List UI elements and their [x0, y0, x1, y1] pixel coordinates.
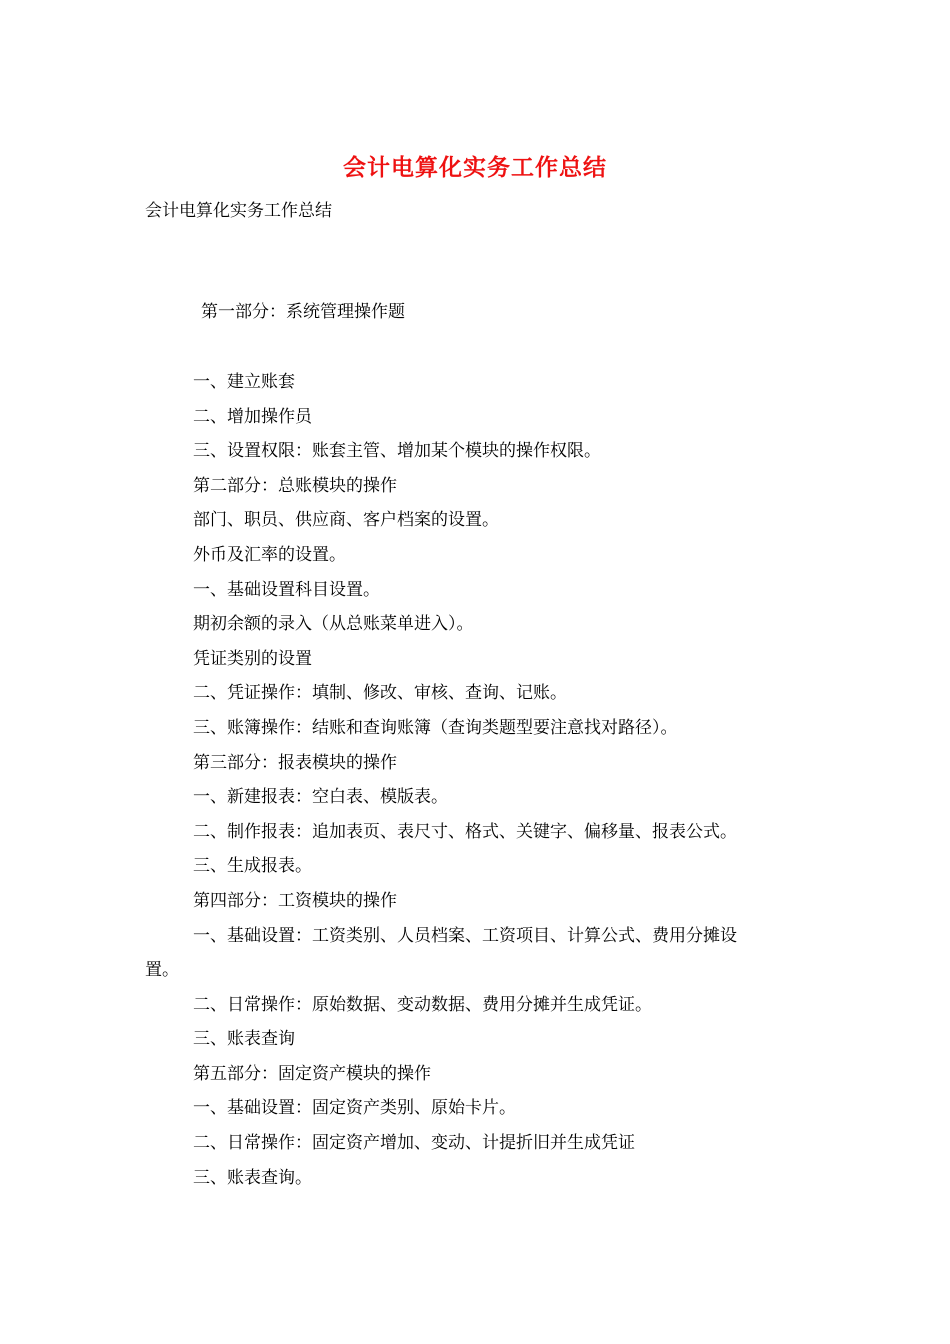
section-heading-first: 第一部分：系统管理操作题	[201, 302, 405, 322]
body-line: 二、日常操作：原始数据、变动数据、费用分摊并生成凭证。	[193, 994, 652, 1015]
body-line: 一、基础设置科目设置。	[193, 579, 380, 600]
body-line: 三、账表查询。	[193, 1167, 312, 1188]
body-line: 三、设置权限：账套主管、增加某个模块的操作权限。	[193, 441, 601, 462]
body-line: 期初余额的录入（从总账菜单进入）。	[193, 614, 474, 635]
document-body	[145, 368, 810, 1198]
section-heading: 第四部分：工资模块的操作	[193, 890, 397, 911]
body-line-continuation: 置。	[145, 960, 179, 981]
body-line: 一、新建报表：空白表、模版表。	[193, 787, 448, 808]
body-line: 外币及汇率的设置。	[193, 544, 346, 565]
body-line: 三、账簿操作：结账和查询账簿（查询类题型要注意找对路径）。	[193, 717, 678, 738]
body-line: 二、增加操作员	[193, 406, 312, 427]
body-line: 部门、职员、供应商、客户档案的设置。	[193, 510, 499, 531]
body-line: 二、凭证操作：填制、修改、审核、查询、记账。	[193, 683, 567, 704]
document-subtitle: 会计电算化实务工作总结	[145, 201, 332, 221]
body-line: 一、基础设置：固定资产类别、原始卡片。	[193, 1098, 516, 1119]
body-line: 一、建立账套	[193, 372, 295, 392]
section-heading: 第五部分：固定资产模块的操作	[193, 1063, 431, 1084]
body-line: 二、日常操作：固定资产增加、变动、计提折旧并生成凭证	[193, 1133, 635, 1154]
body-line: 一、基础设置：工资类别、人员档案、工资项目、计算公式、费用分摊设	[193, 925, 737, 946]
body-line: 三、账表查询	[193, 1029, 295, 1050]
document-title: 会计电算化实务工作总结	[343, 154, 607, 181]
section-heading: 第二部分：总账模块的操作	[193, 475, 397, 496]
body-line: 三、生成报表。	[193, 856, 312, 877]
section-heading: 第三部分：报表模块的操作	[193, 752, 397, 773]
body-line: 凭证类别的设置	[193, 648, 312, 669]
body-line: 二、制作报表：追加表页、表尺寸、格式、关键字、偏移量、报表公式。	[193, 821, 737, 842]
